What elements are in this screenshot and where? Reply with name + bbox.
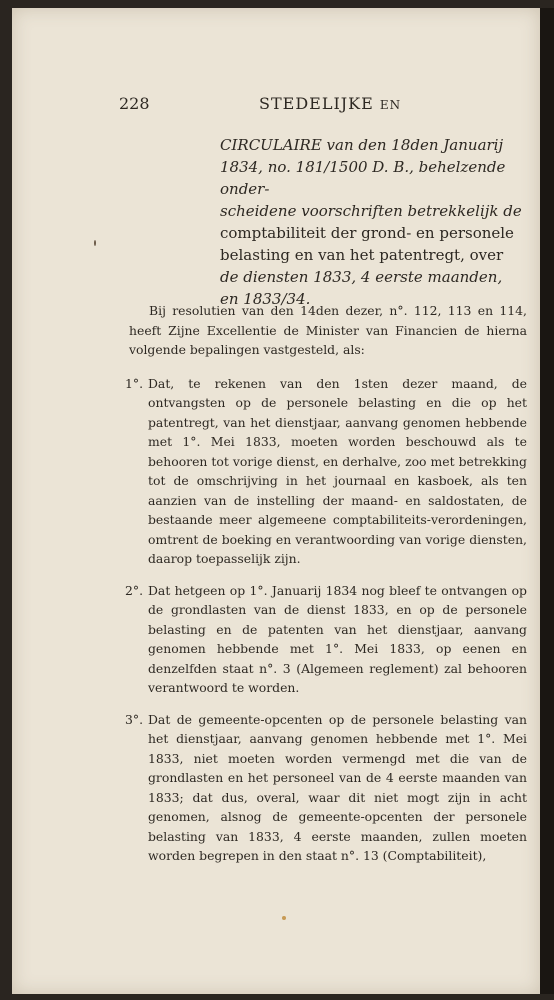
list-item — [125, 581, 527, 698]
circulaire-line: comptabiliteit der grond- en personele — [220, 224, 514, 242]
circulaire-line: scheidene voorschriften betrekkelijk de — [220, 202, 522, 220]
list-item — [125, 374, 527, 569]
item-text: Dat hetgeen op 1°. Januarij 1834 nog bleef te ontvangen op de grondlasten van de dienst 1833, en op de personele belasting en de patenten van het dienstjaar, aanvang genomen hebbende met 1°. Mei 1833, op eenen en denzelfden staat n°. 3 (Algemeen reglement) zal behooren verantwoord te worden. — [148, 582, 527, 695]
item-number: 3°. — [125, 711, 144, 727]
running-title — [259, 94, 401, 113]
running-title-main: STEDELIJKE — [259, 94, 374, 113]
circulaire-line: 1834, no. 181/1500 D. B., behelzende onder- — [220, 158, 506, 198]
item-number: 2°. — [125, 582, 144, 598]
item-text: Dat, te rekenen van den 1sten dezer maand, de ontvangsten op de personele belasting en die op het patentregt, van het dienstjaar, aanvang genomen hebbende met 1°. Mei 1833, moeten worden beschouwd als te behooren tot vorige dienst, en derhalve, zoo met betrekking tot de omschrijving in het journaal en kasboek, als ten aanzien van de instelling der maand- en saldostaten, de bestaande meer algemeene comptabiliteits-verordeningen, omtrent de boeking en verantwoording van vorige diensten, daarop toepasselijk zijn. — [148, 375, 527, 566]
circulaire-line: en 1833/34. — [220, 290, 311, 308]
page-number: 228 — [119, 94, 150, 113]
circulaire-line: de diensten 1833, 4 eerste maanden, — [220, 268, 503, 286]
list-item — [125, 710, 527, 866]
body-text — [125, 301, 527, 866]
circulaire-line: belasting en van het patentregt, over — [220, 246, 504, 264]
item-text: Dat de gemeente-opcenten op de personele belasting van het dienstjaar, aanvang genomen hebbende met 1°. Mei 1833, niet moeten worden vermengd met die van de grondlasten en het personeel van de 4 eerste maanden van 1833; dat dus, overal, waar dit niet mogt zijn in acht genomen, alsnog de gemeente-opcenten der personele belasting van 1833, 4 eerste maanden, zullen moeten worden begrepen in den staat n°. 13 (Comptabiliteit), — [148, 711, 527, 863]
book-page — [12, 8, 540, 994]
paper-blemish — [94, 240, 96, 246]
circulaire-line: CIRCULAIRE van den 18den Januarij — [220, 136, 504, 154]
circulaire-heading — [220, 134, 524, 310]
intro-paragraph: Bij resolutien van den 14den dezer, n°. 112, 113 en 114, heeft Zijne Excellentie de Minister van Financien de hierna volgende bepalingen vastgesteld, als: — [129, 303, 527, 357]
running-title-suffix: EN — [379, 98, 402, 112]
paper-blemish — [282, 916, 286, 920]
item-number: 1°. — [125, 375, 144, 391]
